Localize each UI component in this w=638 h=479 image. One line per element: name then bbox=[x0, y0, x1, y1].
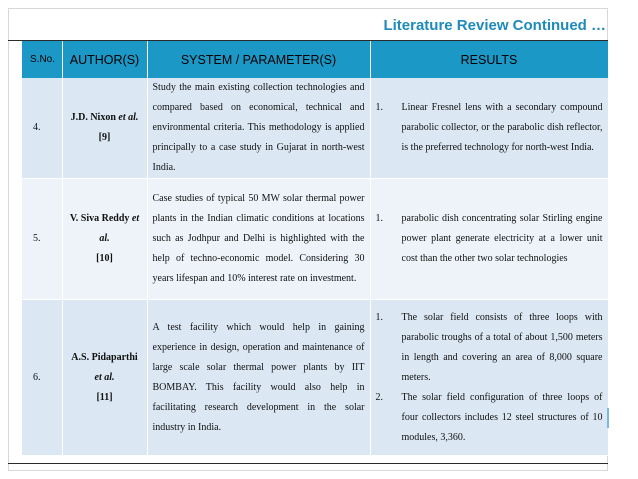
author-etal: et al. bbox=[99, 213, 140, 244]
cell-sno: 4. bbox=[22, 78, 62, 179]
table-header-row bbox=[22, 41, 608, 78]
author-name: J.D. Nixon bbox=[70, 112, 116, 123]
cell-sno: 6. bbox=[22, 300, 62, 456]
author-name: V. Siva Reddy bbox=[69, 213, 130, 224]
cell-author bbox=[62, 300, 147, 456]
cell-sno: 5. bbox=[22, 179, 62, 300]
result-item bbox=[376, 98, 603, 158]
cell-system: Study the main existing collection technologies and compared based on economical, technical and environmental criteria. This methodology is applied principally to a case study in Gujarat in north-west India. bbox=[147, 78, 370, 179]
author-name: A.S. Pidaparthi bbox=[71, 351, 138, 363]
table-row bbox=[22, 179, 608, 300]
cell-system: Case studies of typical 50 MW solar thermal power plants in the Indian climatic conditions at locations such as Jodhpur and Delhi is highlighted with the help of techno-economic model. Considering 30 years lifespan and 10% interest rate on investment. bbox=[147, 179, 370, 300]
cell-results bbox=[370, 78, 608, 179]
header-authors: AUTHOR(S) bbox=[62, 41, 147, 78]
result-text: The solar field consists of three loops with parabolic troughs of a total of about 1,500 meters in length and covering an area of 8,000 square meters. bbox=[401, 311, 603, 383]
literature-table bbox=[22, 41, 609, 456]
result-text: The solar field configuration of three loops of four collectors includes 12 steel structures of 10 modules, 3,360. bbox=[401, 391, 603, 443]
header-results: RESULTS bbox=[370, 41, 608, 78]
result-number: 1. bbox=[375, 213, 383, 224]
result-item bbox=[376, 209, 603, 269]
author-etal: et al. bbox=[118, 112, 139, 123]
result-number: 1. bbox=[375, 311, 383, 323]
result-item bbox=[376, 308, 603, 388]
header-system: SYSTEM / PARAMETER(S) bbox=[147, 41, 370, 78]
result-item bbox=[376, 388, 603, 448]
cell-author bbox=[62, 78, 147, 179]
cell-results bbox=[370, 300, 608, 456]
result-text: Linear Fresnel lens with a secondary compound parabolic collector, or the parabolic dish reflector, is the preferred technology for north-west India. bbox=[401, 102, 603, 153]
bottom-rule bbox=[8, 463, 608, 464]
header-sno: S.No. bbox=[22, 41, 62, 78]
slide-title: Literature Review Continued … bbox=[383, 17, 606, 34]
cell-system: A test facility which would help in gaining experience in design, operation and maintenance of large scale solar thermal power plants by IIT BOMBAY. This facility would also help in facilitating research development in the solar industry in India. bbox=[147, 300, 370, 456]
table-row bbox=[22, 300, 608, 456]
table-row bbox=[22, 78, 608, 179]
author-ref: [11] bbox=[96, 391, 113, 403]
side-marker bbox=[607, 408, 609, 428]
author-ref: [10] bbox=[96, 253, 113, 264]
result-number: 2. bbox=[375, 391, 383, 403]
author-etal: et al. bbox=[94, 371, 115, 383]
result-number: 1. bbox=[375, 102, 383, 113]
cell-author bbox=[62, 179, 147, 300]
cell-results bbox=[370, 179, 608, 300]
author-ref: [9] bbox=[98, 132, 111, 143]
result-text: parabolic dish concentrating solar Stirling engine power plant generate electricity at a lower unit cost than the other two solar technologies bbox=[401, 213, 603, 264]
